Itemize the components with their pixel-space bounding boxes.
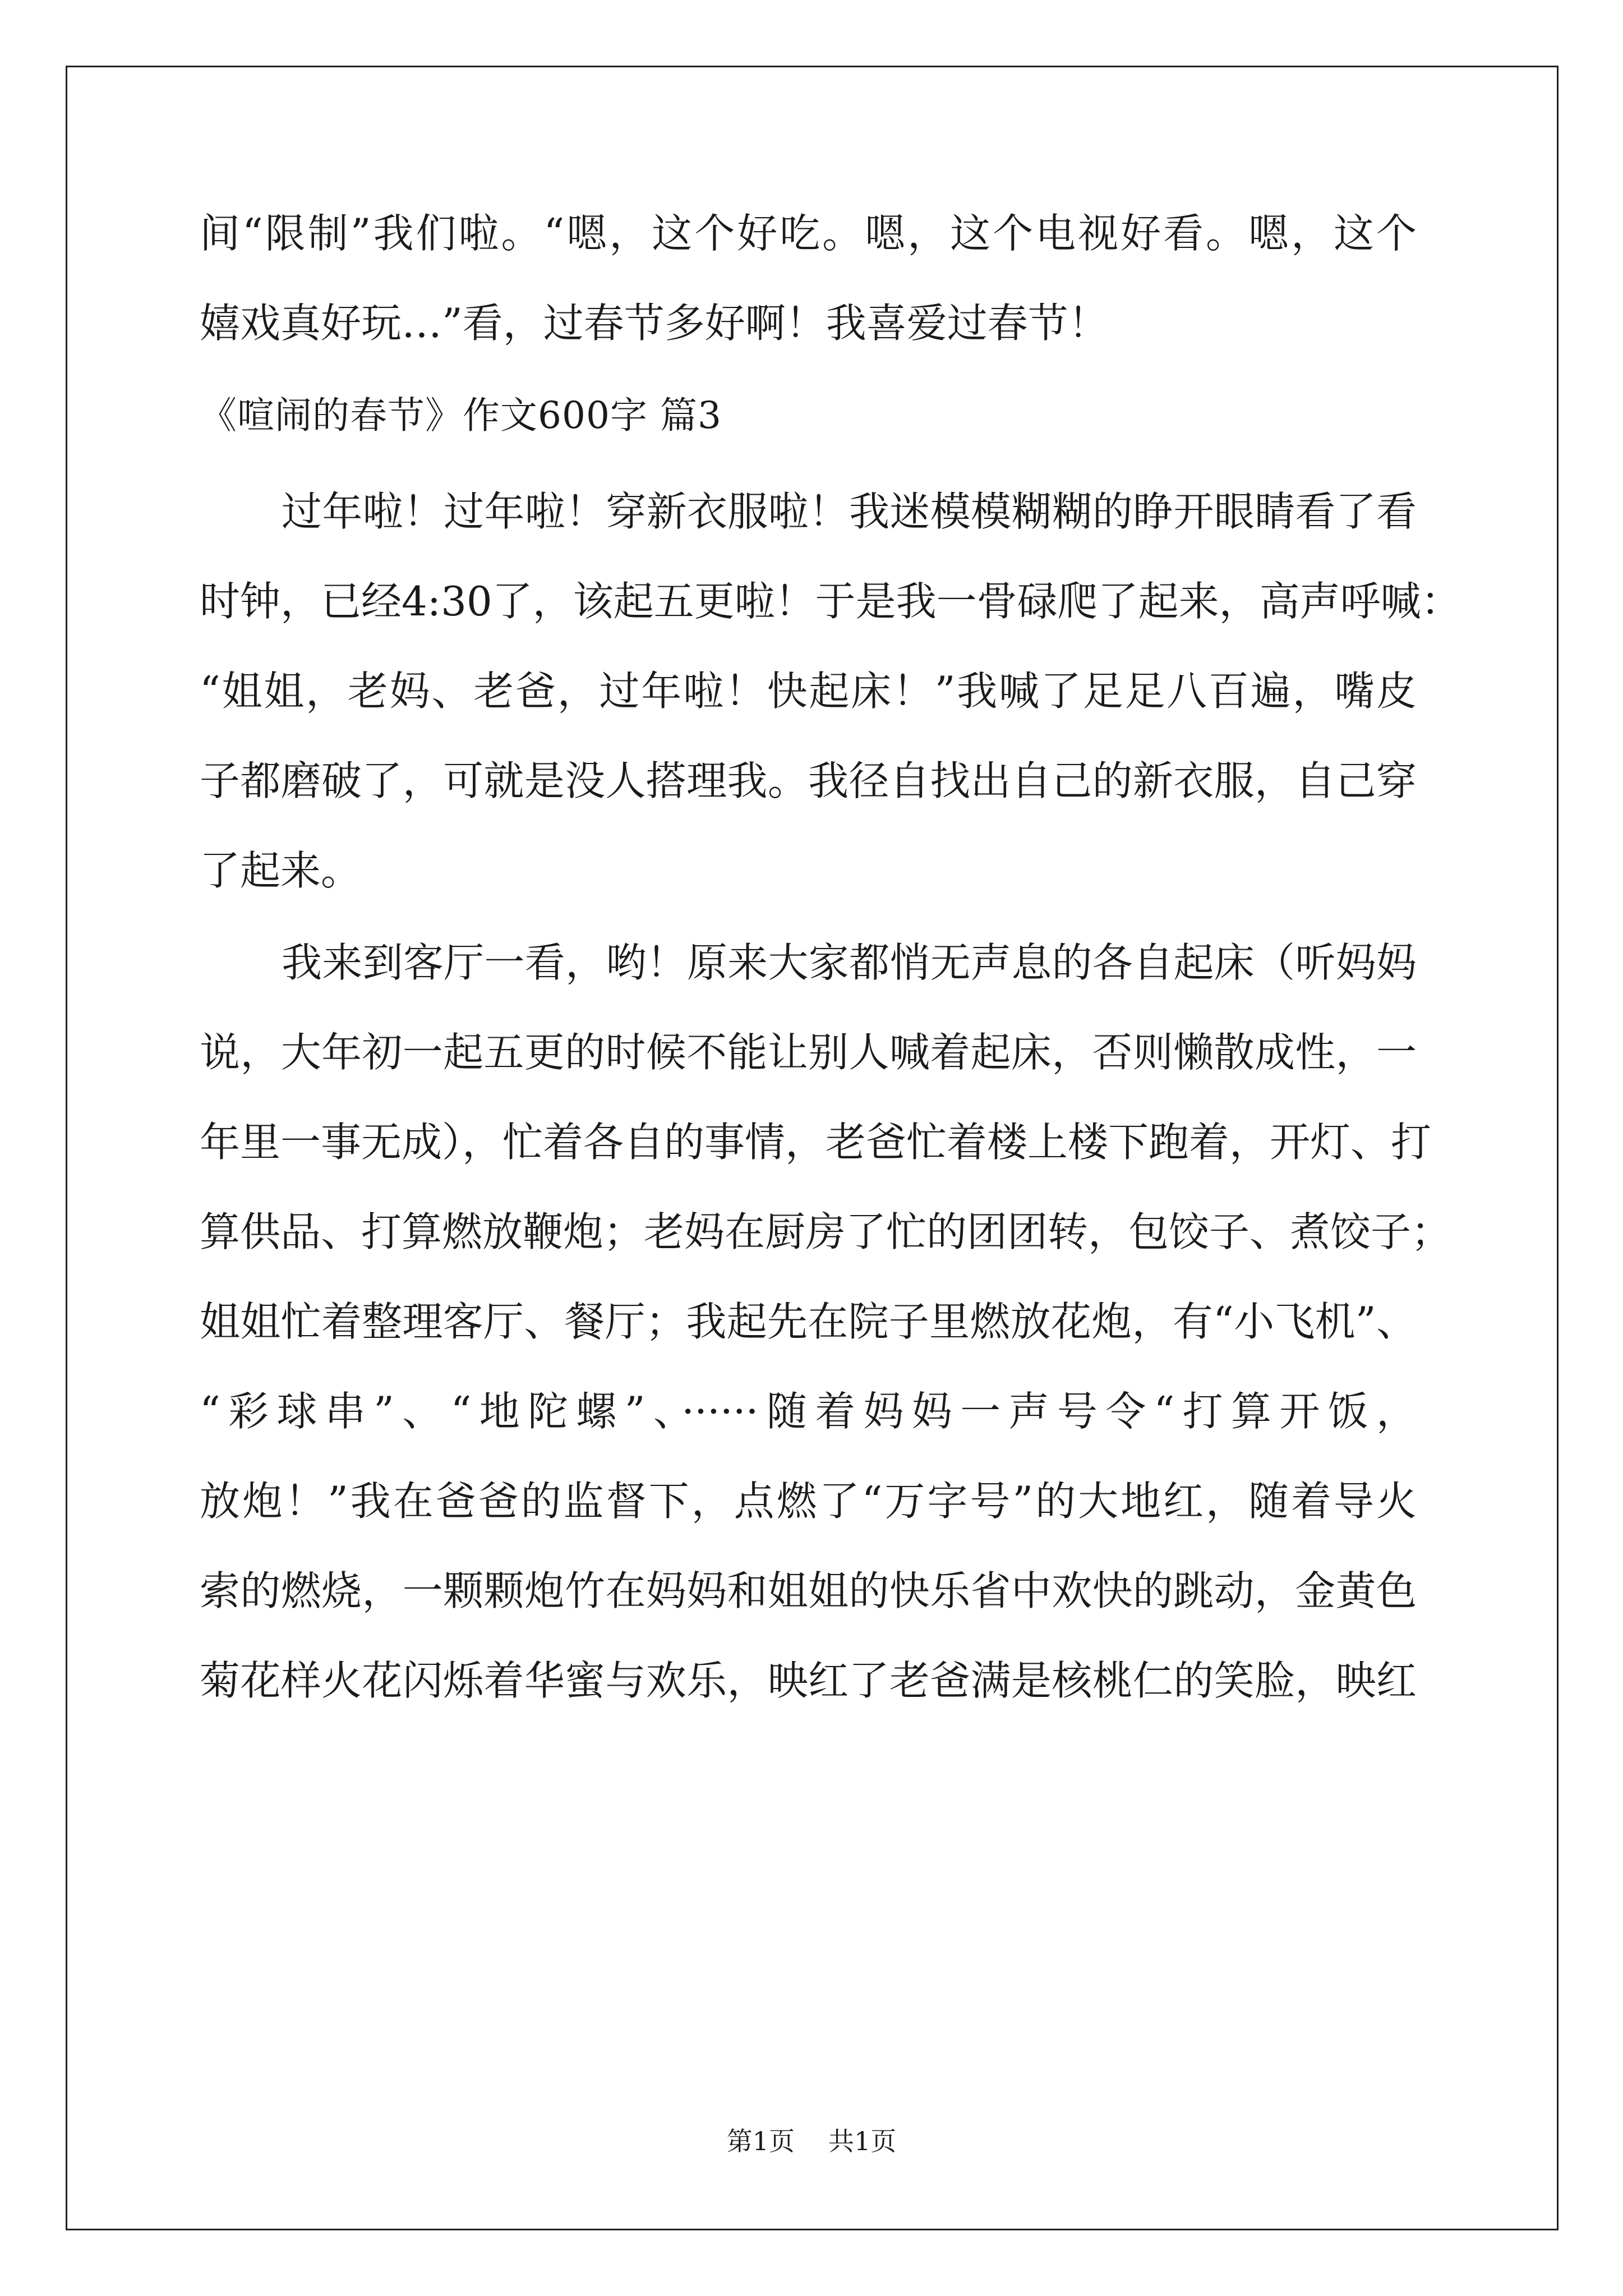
paragraph-line: 放炮！”我在爸爸的监督下，点燃了“万字号”的大地红，随着导火 xyxy=(200,1478,1417,1525)
paragraph-line: 过年啦！过年啦！穿新衣服啦！我迷模模糊糊的睁开眼睛看了看 xyxy=(282,488,1417,535)
paragraph-line: 我来到客厅一看，哟！原来大家都悄无声息的各自起床（听妈妈 xyxy=(282,939,1417,986)
paragraph-line: 子都磨破了，可就是没人搭理我。我径自找出自己的新衣服，自己穿 xyxy=(200,757,1417,804)
paragraph-line: 索的燃烧，一颗颗炮竹在妈妈和姐姐的快乐省中欢快的跳动，金黄色 xyxy=(200,1567,1417,1614)
paragraph-line: “彩球串”、“地陀螺”、······随着妈妈一声号令“打算开饭， xyxy=(200,1388,1417,1435)
paragraph-line: 算供品、打算燃放鞭炮；老妈在厨房了忙的团团转，包饺子、煮饺子； xyxy=(200,1208,1452,1255)
paragraph-line: 年里一事无成），忙着各自的事情，老爸忙着楼上楼下跑着，开灯、打 xyxy=(200,1119,1432,1166)
paragraph-line: 菊花样火花闪烁着华蜜与欢乐，映红了老爸满是核桃仁的笑脸，映红 xyxy=(200,1657,1417,1704)
paragraph-line: 姐姐忙着整理客厅、餐厅；我起先在院子里燃放花炮，有“小飞机”、 xyxy=(200,1298,1417,1345)
paragraph-line: 了起来。 xyxy=(200,847,362,894)
page-number-total: 共1页 xyxy=(828,2126,897,2156)
page-footer xyxy=(0,2127,1623,2155)
paragraph-line: 嬉戏真好玩…”看，过春节多好啊！我喜爱过春节！ xyxy=(200,300,1109,347)
section-heading: 《喧闹的春节》作文600字 篇3 xyxy=(200,394,722,437)
page-number-current: 第1页 xyxy=(726,2126,795,2156)
paragraph-line: 说，大年初一起五更的时候不能让别人喊着起床，否则懒散成性，一 xyxy=(200,1029,1417,1076)
paragraph-line: 间“限制”我们啦。“嗯，这个好吃。嗯，这个电视好看。嗯，这个 xyxy=(200,210,1417,257)
paragraph-line: 时钟，已经4:30了，该起五更啦！于是我一骨碌爬了起来，高声呼喊： xyxy=(200,578,1461,625)
paragraph-line: “姐姐，老妈、老爸，过年啦！快起床！”我喊了足足八百遍，嘴皮 xyxy=(200,668,1417,715)
